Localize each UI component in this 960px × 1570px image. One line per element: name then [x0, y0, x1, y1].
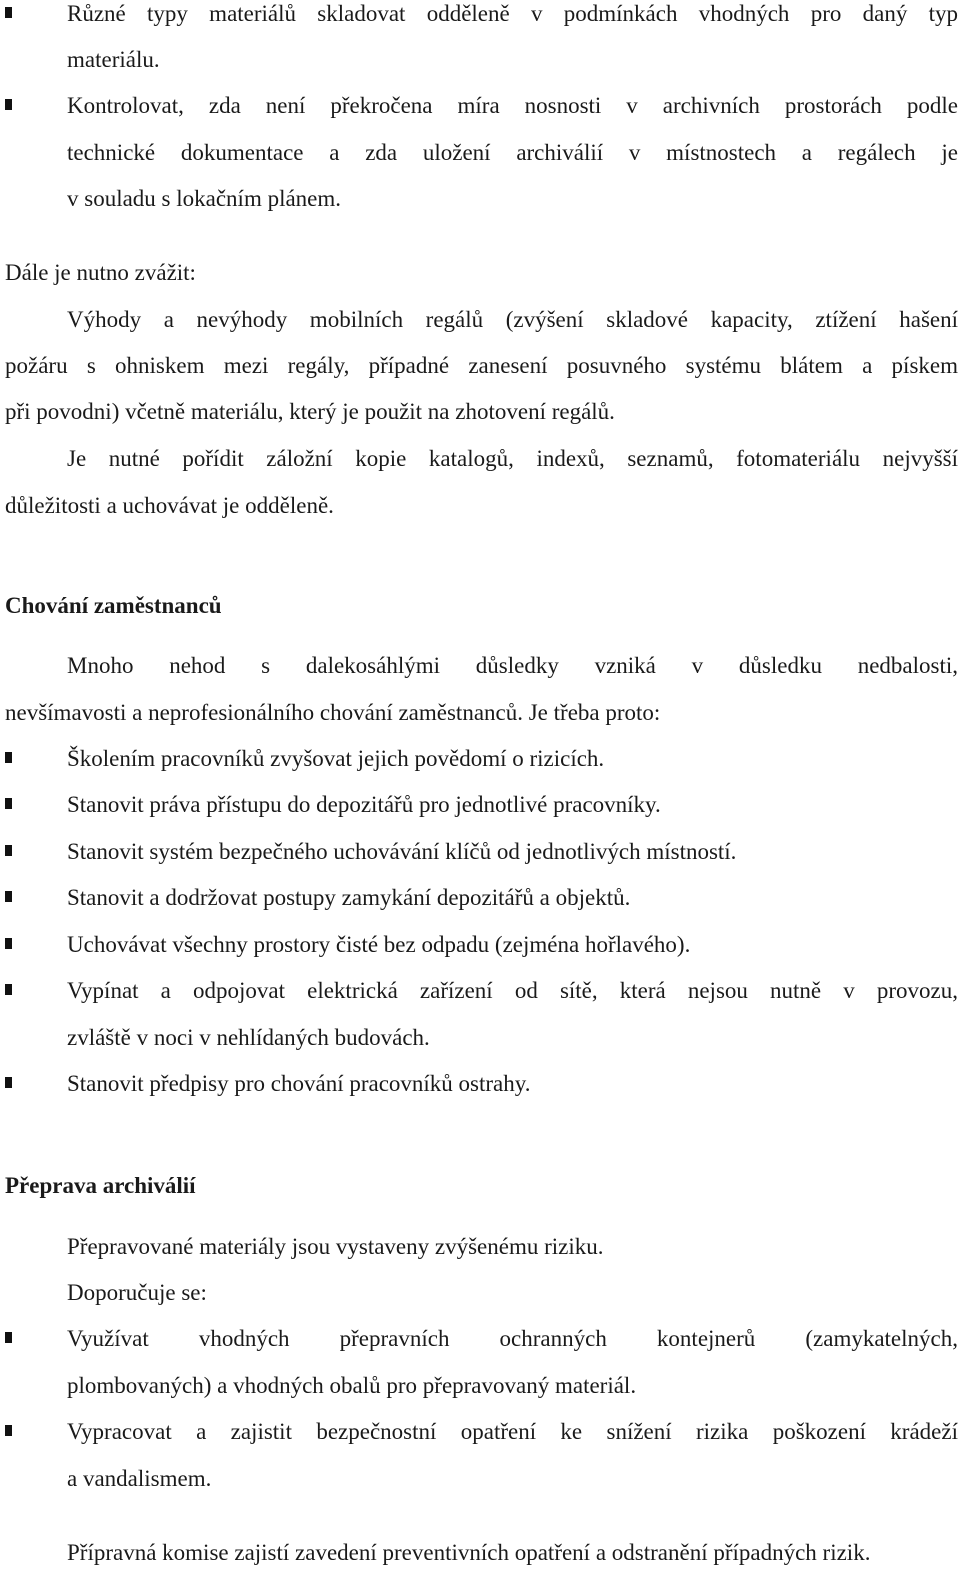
text-line: nevšímavosti a neprofesionálního chování zaměstnanců. Je třeba proto: [5, 700, 661, 725]
text-line: Uchovávat všechny prostory čisté bez odpadu (zejména hořlavého). [67, 932, 691, 957]
square-bullet-icon [5, 99, 12, 110]
transport-intro: Přepravované materiály jsou vystaveny zvýšenému riziku. [67, 1234, 604, 1259]
text-line: Kontrolovat, zda není překročena míra nosnosti v archivních prostorách podle [67, 93, 958, 118]
text-line: Vypracovat a zajistit bezpečnostní opatření ke snížení rizika poškození krádeží [67, 1419, 958, 1444]
text-line: materiálu. [67, 47, 160, 72]
text-line: požáru s ohniskem mezi regály, případné zanesení posuvného systému blátem a pískem [5, 353, 958, 378]
text-line: důležitosti a uchovávat je odděleně. [5, 493, 334, 518]
text-line: Výhody a nevýhody mobilních regálů (zvýšení skladové kapacity, ztížení hašení [67, 307, 958, 332]
square-bullet-icon [5, 938, 12, 949]
text-line: Různé typy materiálů skladovat odděleně v podmínkách vhodných pro daný typ [67, 1, 958, 26]
text-line: při povodni) včetně materiálu, který je použit na zhotovení regálů. [5, 399, 615, 424]
square-bullet-icon [5, 1077, 12, 1088]
recommend-label: Doporučuje se: [67, 1280, 207, 1305]
text-line: Stanovit a dodržovat postupy zamykání depozitářů a objektů. [67, 885, 631, 910]
text-line: Stanovit práva přístupu do depozitářů pro jednotlivé pracovníky. [67, 792, 661, 817]
text-line: Využívat vhodných přepravních ochranných kontejnerů (zamykatelných, [67, 1326, 958, 1351]
text-line: Školením pracovníků zvyšovat jejich povědomí o rizicích. [67, 746, 605, 771]
square-bullet-icon [5, 845, 12, 856]
text-line: technické dokumentace a zda uložení archiválií v místnostech a regálech je [67, 140, 958, 165]
consider-label: Dále je nutno zvážit: [5, 260, 196, 285]
square-bullet-icon [5, 891, 12, 902]
square-bullet-icon [5, 752, 12, 763]
square-bullet-icon [5, 1332, 12, 1343]
text-line: a vandalismem. [67, 1466, 212, 1491]
section-heading-staff: Chování zaměstnanců [5, 593, 222, 618]
text-line: zvláště v noci v nehlídaných budovách. [67, 1025, 430, 1050]
text-line: v souladu s lokačním plánem. [67, 186, 342, 211]
square-bullet-icon [5, 984, 12, 995]
text-line: plombovaných) a vhodných obalů pro přepravovaný materiál. [67, 1373, 637, 1398]
text-line: Stanovit předpisy pro chování pracovníků ostrahy. [67, 1071, 531, 1096]
closing-statement: Přípravná komise zajistí zavedení preventivních opatření a odstranění případných rizik. [67, 1540, 871, 1565]
text-line: Je nutné pořídit záložní kopie katalogů, indexů, seznamů, fotomateriálu nejvyšší [67, 446, 958, 471]
square-bullet-icon [5, 7, 12, 18]
section-heading-transport: Přeprava archiválií [5, 1173, 196, 1198]
text-line: Vypínat a odpojovat elektrická zařízení od sítě, která nejsou nutně v provozu, [67, 978, 958, 1003]
square-bullet-icon [5, 798, 12, 809]
text-line: Stanovit systém bezpečného uchovávání klíčů od jednotlivých místností. [67, 839, 737, 864]
text-line: Mnoho nehod s dalekosáhlými důsledky vzniká v důsledku nedbalosti, [67, 653, 958, 678]
square-bullet-icon [5, 1425, 12, 1436]
